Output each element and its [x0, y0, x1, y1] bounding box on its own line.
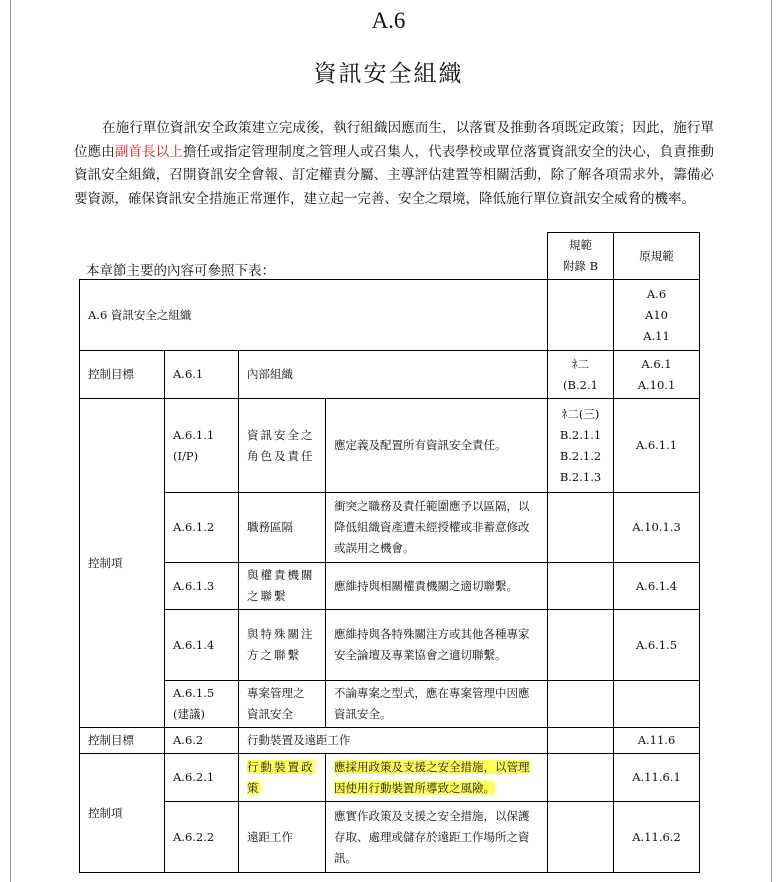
control-name: 資訊安全之 角色及責任: [239, 399, 326, 493]
objective-original: A.11.6: [614, 728, 700, 754]
control-id: A.6.1.2: [165, 493, 239, 563]
control-description: [326, 754, 548, 802]
control-id: A.6.2.1: [165, 754, 239, 802]
control-name: 與權責機關 之聯繫: [239, 563, 326, 610]
control-description: 應定義及配置所有資訊安全責任。: [326, 399, 548, 493]
control-category: 控制項: [80, 754, 165, 873]
objective-name: 行動裝置及遠距工作: [239, 728, 548, 754]
page-border-right: [771, 0, 772, 882]
table-row-a611: [80, 399, 700, 493]
control-original: A.6.1.5: [614, 610, 700, 681]
control-category: 控制項: [80, 399, 165, 728]
control-name: 專案管理之 資訊安全: [239, 681, 326, 728]
table-row-a621: [80, 754, 700, 802]
page-border-left: [10, 0, 11, 882]
control-id: A.6.1.3: [165, 563, 239, 610]
highlight-mark: 行動裝置政 策: [247, 759, 315, 795]
objective-original: A.6.1 A.10.1: [614, 351, 700, 399]
control-original: A.10.1.3: [614, 493, 700, 563]
intro-text-highlight: 副首長以上: [114, 143, 183, 160]
table-row-a613: [80, 563, 700, 610]
page-title: A.6: [371, 8, 406, 33]
control-appendix-b: [548, 610, 614, 681]
table-row-a612: [80, 493, 700, 563]
control-appendix-b: [548, 493, 614, 563]
control-table: [79, 232, 700, 873]
control-appendix-b: [548, 563, 614, 610]
intro-text-post: 擔任或指定管理制度之管理人或召集人，代表學校或單位落實資訊安全的決心，負責推動資訊安全組織，召開資訊安全會報、訂定權責分屬、主導評估建置等相關活動，除了解各項需求外，籌備必要資源，確保資訊安全措施正常運作，建立起一完善、安全之環境，降低施行單位資訊安全威脅的機率。: [74, 143, 715, 207]
control-appendix-b: [548, 681, 614, 728]
control-description: 應維持與各特殊關注方或其他各種專家安全論壇及專業協會之適切聯繫。: [326, 610, 548, 681]
objective-id: A.6.1: [165, 351, 239, 399]
table-caption: 本章節主要的內容可參照下表：: [86, 263, 275, 279]
section-label: A.6 資訊安全之組織: [80, 280, 548, 351]
control-original: A.11.6.2: [614, 802, 700, 873]
table-row-a614: [80, 610, 700, 681]
control-description: 衝突之職務及責任範圍應予以區隔，以降低組織資產遭未經授權或非蓄意修改或誤用之機會。: [326, 493, 548, 563]
objective-category: 控制目標: [80, 728, 165, 754]
control-name: [239, 754, 326, 802]
control-name: 遠距工作: [239, 802, 326, 873]
header-appendix-b: 規範 附錄 B: [548, 233, 614, 280]
control-name: 職務區隔: [239, 493, 326, 563]
control-original: A.11.6.1: [614, 754, 700, 802]
control-appendix-b: ﾈ二(三) B.2.1.1 B.2.1.2 B.2.1.3: [548, 399, 614, 493]
table-header-row: [80, 233, 700, 280]
section-title: 資訊安全組織: [313, 61, 464, 87]
control-id: A.6.1.1 (I/P): [165, 399, 239, 493]
intro-paragraph: [74, 117, 714, 211]
section-appendix-b: [548, 280, 614, 351]
table-row-section: [80, 280, 700, 351]
control-original: [614, 681, 700, 728]
control-description: 應維持與相關權責機關之適切聯繫。: [326, 563, 548, 610]
highlight-mark: 應採用政策及支援之安全措施，以管理因使用行動裝置所導致之風險。: [334, 759, 530, 795]
control-id: A.6.1.5 (建議): [165, 681, 239, 728]
table-row-a622: [80, 802, 700, 873]
objective-category: 控制目標: [80, 351, 165, 399]
section-original: A.6 A10 A.11: [614, 280, 700, 351]
objective-appendix-b: ﾈ二 (B.2.1: [548, 351, 614, 399]
header-spacer: [80, 233, 548, 280]
objective-name: 內部組織: [239, 351, 548, 399]
control-description: 不論專案之型式，應在專案管理中因應資訊安全。: [326, 681, 548, 728]
control-id: A.6.2.2: [165, 802, 239, 873]
control-description: 應實作政策及支援之安全措施，以保護存取、處理或儲存於遠距工作場所之資訊。: [326, 802, 548, 873]
header-original-standard: 原規範: [614, 233, 700, 280]
table-row-a615: [80, 681, 700, 728]
control-id: A.6.1.4: [165, 610, 239, 681]
control-original: A.6.1.4: [614, 563, 700, 610]
table-row-objective-a62: [80, 728, 700, 754]
control-appendix-b: [548, 754, 614, 802]
control-name: 與特殊關注 方之聯繫: [239, 610, 326, 681]
intro-text-pre: 在施行單位資訊安全政策建立完成後，執行組織因應而生，以落實及推動各項既定政策；因此，施行單位應由: [74, 120, 714, 160]
objective-id: A.6.2: [165, 728, 239, 754]
table-row-objective-a61: [80, 351, 700, 399]
objective-appendix-b: [548, 728, 614, 754]
control-appendix-b: [548, 802, 614, 873]
control-original: A.6.1.1: [614, 399, 700, 493]
